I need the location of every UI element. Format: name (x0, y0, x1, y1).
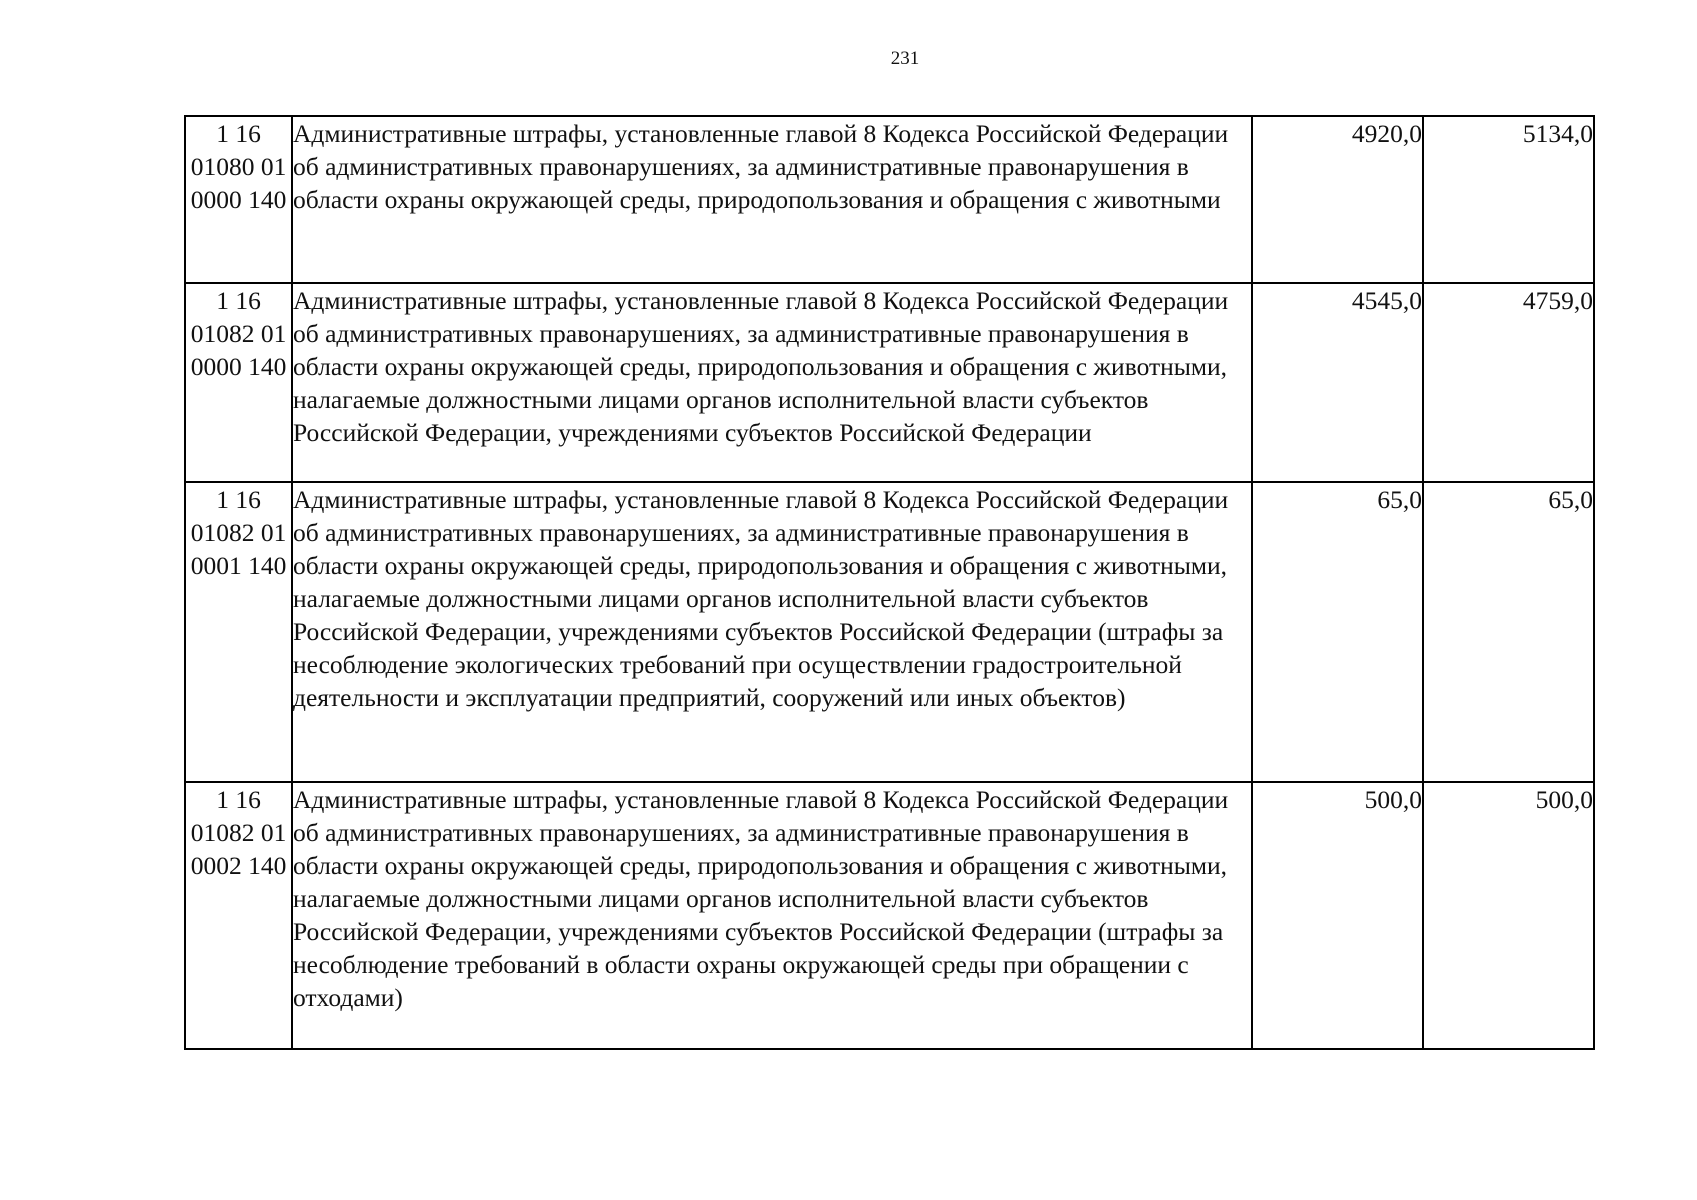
budget-code-line: 1 16 (216, 485, 261, 514)
budget-code-line: 01082 01 (190, 518, 287, 547)
budget-code-cell (185, 782, 292, 1049)
budget-code-line: 01082 01 (190, 818, 287, 847)
budget-code-cell (185, 116, 292, 283)
value-cell-2: 500,0 (1423, 782, 1594, 1049)
budget-code-line: 01082 01 (190, 319, 287, 348)
description-cell: Административные штрафы, установленные главой 8 Кодекса Российской Федерации об административных правонарушениях, за административные правонарушения в области охраны окружающей среды, природопользования и обращения с животными, налагаемые должностными лицами органов исполнительной власти субъектов Российской Федерации, учреждениями субъектов Российской Федерации (292, 283, 1252, 482)
description-cell: Административные штрафы, установленные главой 8 Кодекса Российской Федерации об административных правонарушениях, за административные правонарушения в области охраны окружающей среды, природопользования и обращения с животными, налагаемые должностными лицами органов исполнительной власти субъектов Российской Федерации, учреждениями субъектов Российской Федерации (штрафы за несоблюдение требований в области охраны окружающей среды при обращении с отходами) (292, 782, 1252, 1049)
value-cell-1: 500,0 (1252, 782, 1423, 1049)
budget-code-line: 0000 140 (190, 352, 287, 381)
table-row (185, 116, 1594, 283)
budget-code-line: 1 16 (216, 785, 261, 814)
value-cell-2: 4759,0 (1423, 283, 1594, 482)
description-cell: Административные штрафы, установленные главой 8 Кодекса Российской Федерации об административных правонарушениях, за административные правонарушения в области охраны окружающей среды, природопользования и обращения с животными (292, 116, 1252, 283)
budget-code-line: 0001 140 (190, 551, 287, 580)
value-cell-1: 4920,0 (1252, 116, 1423, 283)
budget-table (184, 115, 1595, 1050)
value-cell-1: 65,0 (1252, 482, 1423, 782)
page-number: 231 (890, 48, 920, 69)
table-row (185, 782, 1594, 1049)
value-cell-2: 65,0 (1423, 482, 1594, 782)
table-row (185, 482, 1594, 782)
description-cell: Административные штрафы, установленные главой 8 Кодекса Российской Федерации об административных правонарушениях, за административные правонарушения в области охраны окружающей среды, природопользования и обращения с животными, налагаемые должностными лицами органов исполнительной власти субъектов Российской Федерации, учреждениями субъектов Российской Федерации (штрафы за несоблюдение экологических требований при осуществлении градостроительной деятельности и эксплуатации предприятий, сооружений или иных объектов) (292, 482, 1252, 782)
budget-code-line: 1 16 (216, 119, 261, 148)
value-cell-1: 4545,0 (1252, 283, 1423, 482)
budget-code-line: 1 16 (216, 286, 261, 315)
budget-code-line: 0000 140 (190, 185, 287, 214)
budget-code-cell (185, 482, 292, 782)
budget-code-line: 01080 01 (190, 152, 287, 181)
value-cell-2: 5134,0 (1423, 116, 1594, 283)
budget-code-line: 0002 140 (190, 851, 287, 880)
budget-code-cell (185, 283, 292, 482)
table-row (185, 283, 1594, 482)
